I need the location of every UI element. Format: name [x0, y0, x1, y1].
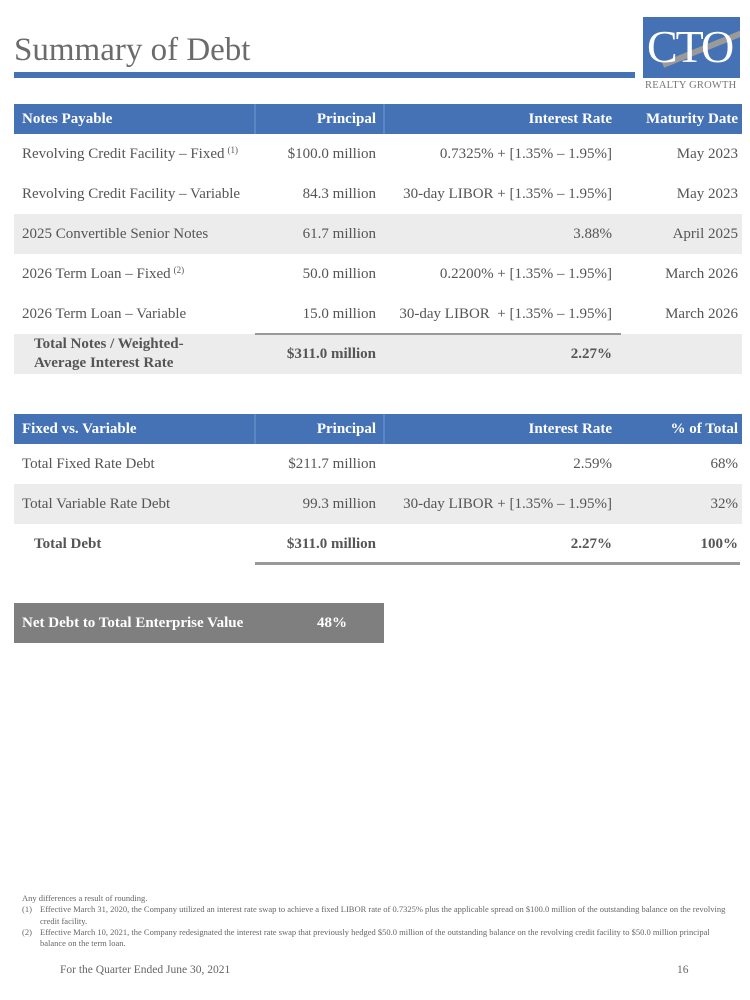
row-rate: 3.88%	[573, 225, 612, 242]
footnote-ref: (1)	[227, 145, 238, 155]
row-maturity: March 2026	[665, 305, 738, 322]
total-divider	[255, 333, 621, 335]
row-name-text: Revolving Credit Facility – Fixed	[22, 145, 225, 162]
net-debt-label: Net Debt to Total Enterprise Value	[22, 615, 244, 631]
company-logo	[643, 17, 740, 78]
total-principal: $311.0 million	[286, 535, 376, 552]
logo-subtitle: REALTY GROWTH	[645, 80, 737, 91]
header-notes-payable: Notes Payable	[22, 110, 113, 127]
page-number: 16	[677, 964, 689, 976]
table-row	[14, 174, 742, 214]
footnote	[22, 904, 727, 927]
row-rate: 0.7325% + [1.35% – 1.95%]	[439, 145, 612, 162]
row-rate: 30-day LIBOR + [1.35% – 1.95%]	[403, 185, 612, 202]
page-title: Summary of Debt	[14, 32, 251, 68]
row-principal: $211.7 million	[288, 455, 376, 472]
row-rate: 0.2200% + [1.35% – 1.95%]	[439, 265, 612, 282]
total-label	[34, 334, 269, 374]
fixed-variable-table	[14, 414, 742, 564]
total-rate: 2.27%	[570, 345, 612, 362]
header-principal: Principal	[316, 420, 376, 437]
rounding-note: Any differences a result of rounding.	[22, 893, 148, 903]
net-debt-value: 48%	[317, 615, 347, 631]
logo-text: CTO	[647, 21, 733, 72]
table-row	[14, 484, 742, 524]
row-name	[22, 214, 257, 254]
total-label: Total Debt	[34, 535, 102, 552]
footnote-text: Effective March 10, 2021, the Company redesignated the interest rate swap that previously hedged $50.0 million of the outstanding balance on the revolving credit facility to $50.0 million principal balance on the term loan.	[40, 926, 710, 949]
row-rate: 2.59%	[573, 455, 612, 472]
footer-period: For the Quarter Ended June 30, 2021	[60, 964, 231, 976]
row-name-text: 2026 Term Loan – Fixed	[22, 265, 171, 282]
total-principal: $311.0 million	[286, 345, 376, 362]
total-row	[14, 524, 742, 564]
header-interest-rate: Interest Rate	[528, 110, 612, 127]
header-principal: Principal	[316, 110, 376, 127]
row-name	[22, 134, 257, 174]
row-principal: 61.7 million	[302, 225, 376, 242]
row-pct: 68%	[710, 455, 738, 472]
row-name: Total Fixed Rate Debt	[22, 455, 155, 472]
footnote-ref: (2)	[173, 265, 185, 275]
table-row	[14, 444, 742, 484]
row-principal: $100.0 million	[287, 145, 376, 162]
row-name-text: 2026 Term Loan – Variable	[22, 305, 187, 322]
footnote-text: Effective March 31, 2020, the Company utilized an interest rate swap to achieve a fixed LIBOR rate of 0.7325% plus the applicable spread on $100.0 million of the outstanding balance on the revolving credit facility.	[40, 904, 726, 926]
row-name: Total Variable Rate Debt	[22, 495, 171, 512]
row-maturity: May 2023	[676, 145, 738, 162]
row-principal: 99.3 million	[302, 495, 376, 512]
footnote-number: (2)	[22, 926, 32, 937]
total-pct: 100%	[700, 535, 738, 552]
row-maturity: April 2025	[672, 225, 738, 242]
row-maturity: May 2023	[676, 185, 738, 202]
table-row	[14, 294, 742, 334]
row-name	[22, 294, 257, 334]
total-row	[14, 334, 742, 374]
row-pct: 32%	[710, 495, 738, 512]
header-interest-rate: Interest Rate	[528, 420, 612, 437]
row-principal: 15.0 million	[302, 305, 376, 322]
total-rate: 2.27%	[570, 535, 612, 552]
total-label-line2: Average Interest Rate	[34, 355, 174, 371]
row-principal: 84.3 million	[302, 185, 376, 202]
header-maturity-date: Maturity Date	[645, 110, 738, 127]
row-principal: 50.0 million	[302, 265, 376, 282]
table-header	[14, 414, 742, 444]
table-row	[14, 134, 742, 174]
row-name	[22, 174, 257, 214]
net-debt-box	[14, 603, 384, 643]
title-divider	[14, 72, 635, 78]
row-rate: 30-day LIBOR + [1.35% – 1.95%]	[403, 495, 612, 512]
row-rate: 30-day LIBOR + [1.35% – 1.95%]	[399, 305, 612, 322]
header-fixed-variable: Fixed vs. Variable	[22, 420, 137, 437]
header-pct-total: % of Total	[670, 420, 738, 437]
total-divider	[255, 562, 740, 565]
footnotes	[22, 893, 727, 949]
row-name-text: Revolving Credit Facility – Variable	[22, 185, 241, 202]
row-name	[22, 254, 257, 294]
table-header	[14, 104, 742, 134]
total-label-line1: Total Notes / Weighted-	[34, 336, 184, 352]
footnote	[22, 927, 727, 950]
table-row	[14, 254, 742, 294]
footnote-number: (1)	[22, 904, 32, 915]
table-row	[14, 214, 742, 254]
row-maturity: March 2026	[665, 265, 738, 282]
row-name-text: 2025 Convertible Senior Notes	[22, 225, 209, 242]
